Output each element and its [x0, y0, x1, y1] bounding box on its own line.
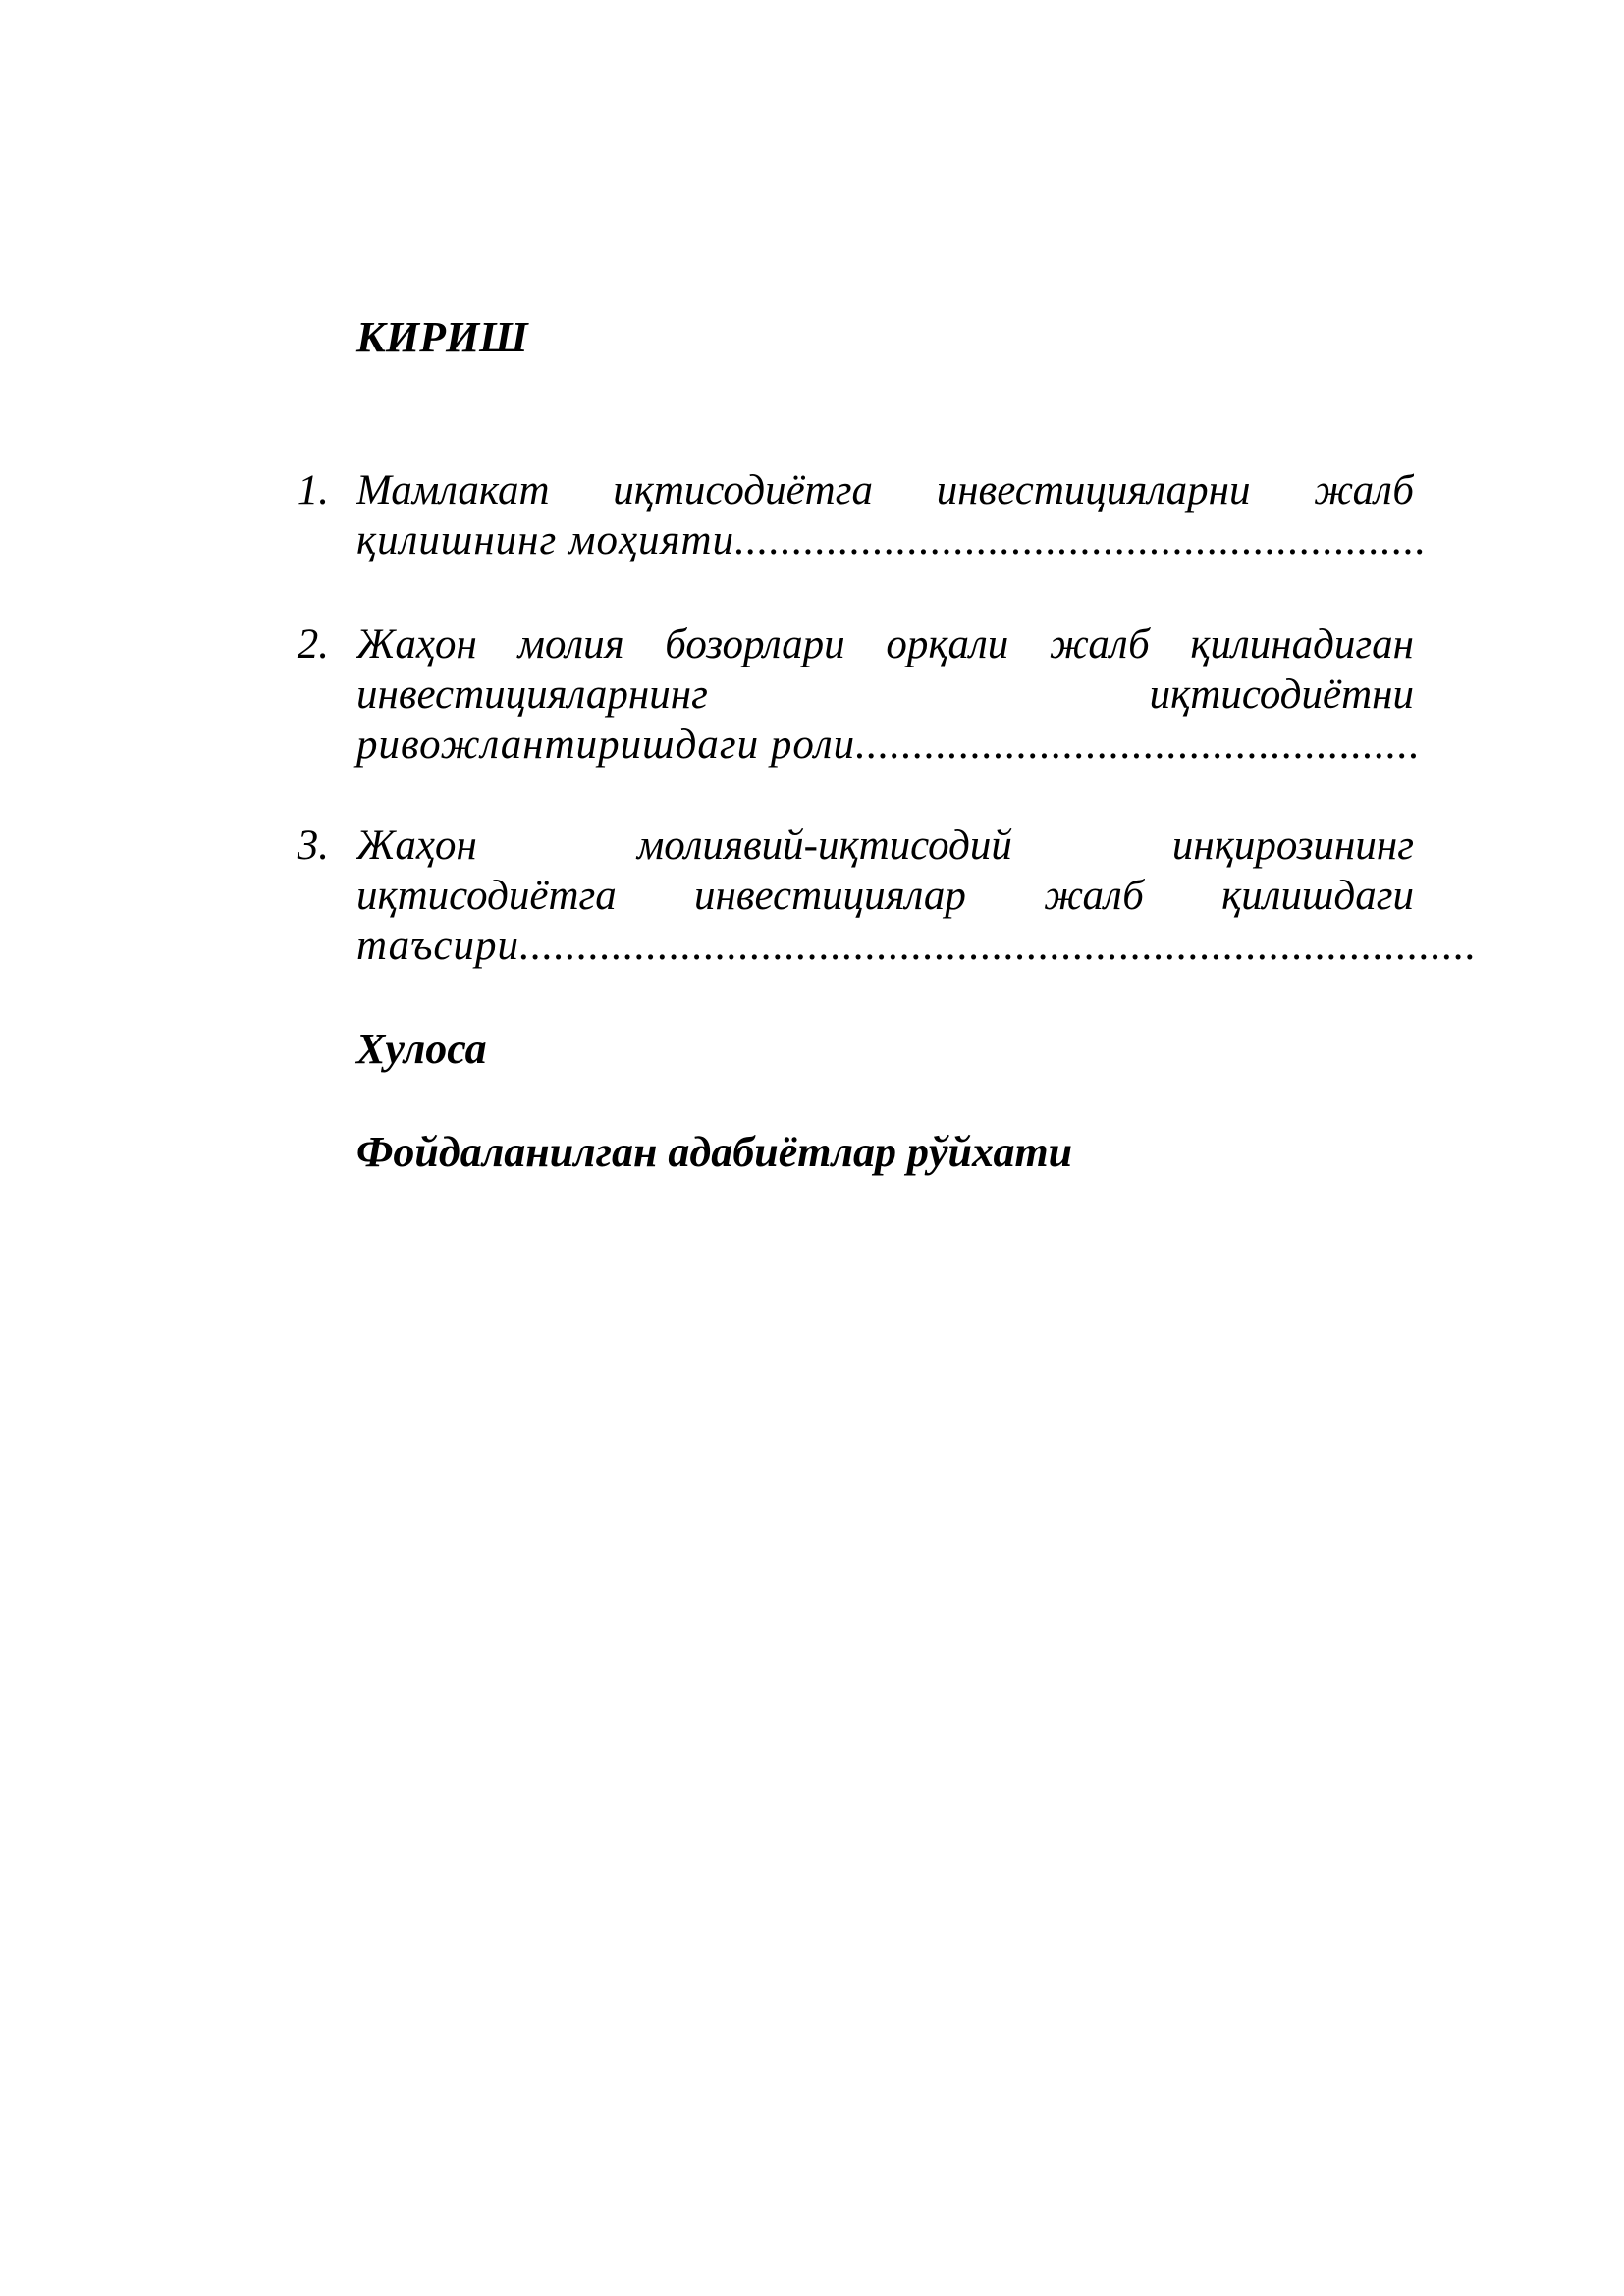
- intro-heading: КИРИШ: [356, 313, 528, 361]
- toc-item-line: таъсири...................................................................................: [356, 923, 1478, 969]
- toc-item-line: Жаҳон молия бозорлари орқали жалб қилинадиган: [356, 621, 1414, 667]
- toc-item-number: 1.: [297, 467, 329, 513]
- toc-item-line: ривожлантиришдаги роли.................................................: [356, 721, 1421, 768]
- toc-item-line: иқтисодиётга инвестициялар жалб қилишдаги: [356, 873, 1414, 919]
- toc-item-line: Мамлакат иқтисодиётга инвестицияларни жалб: [356, 467, 1414, 513]
- toc-item-text: [356, 465, 1428, 565]
- toc-item-line: Жаҳон молиявий-иқтисодий инқирозининг: [356, 823, 1414, 869]
- toc-item-text: [356, 619, 1421, 770]
- toc-item-text: [356, 821, 1478, 971]
- references-heading: Фойдаланилган адабиётлар рўйхати: [356, 1128, 1073, 1176]
- toc-item-number: 3.: [297, 823, 329, 869]
- toc-item-line: қилишнинг моҳияти............................................................: [356, 517, 1428, 563]
- toc-item-line: инвестицияларнинг иқтисодиётни: [356, 671, 1414, 718]
- toc-item-number: 2.: [297, 621, 329, 667]
- conclusion-heading: Хулоса: [356, 1025, 487, 1073]
